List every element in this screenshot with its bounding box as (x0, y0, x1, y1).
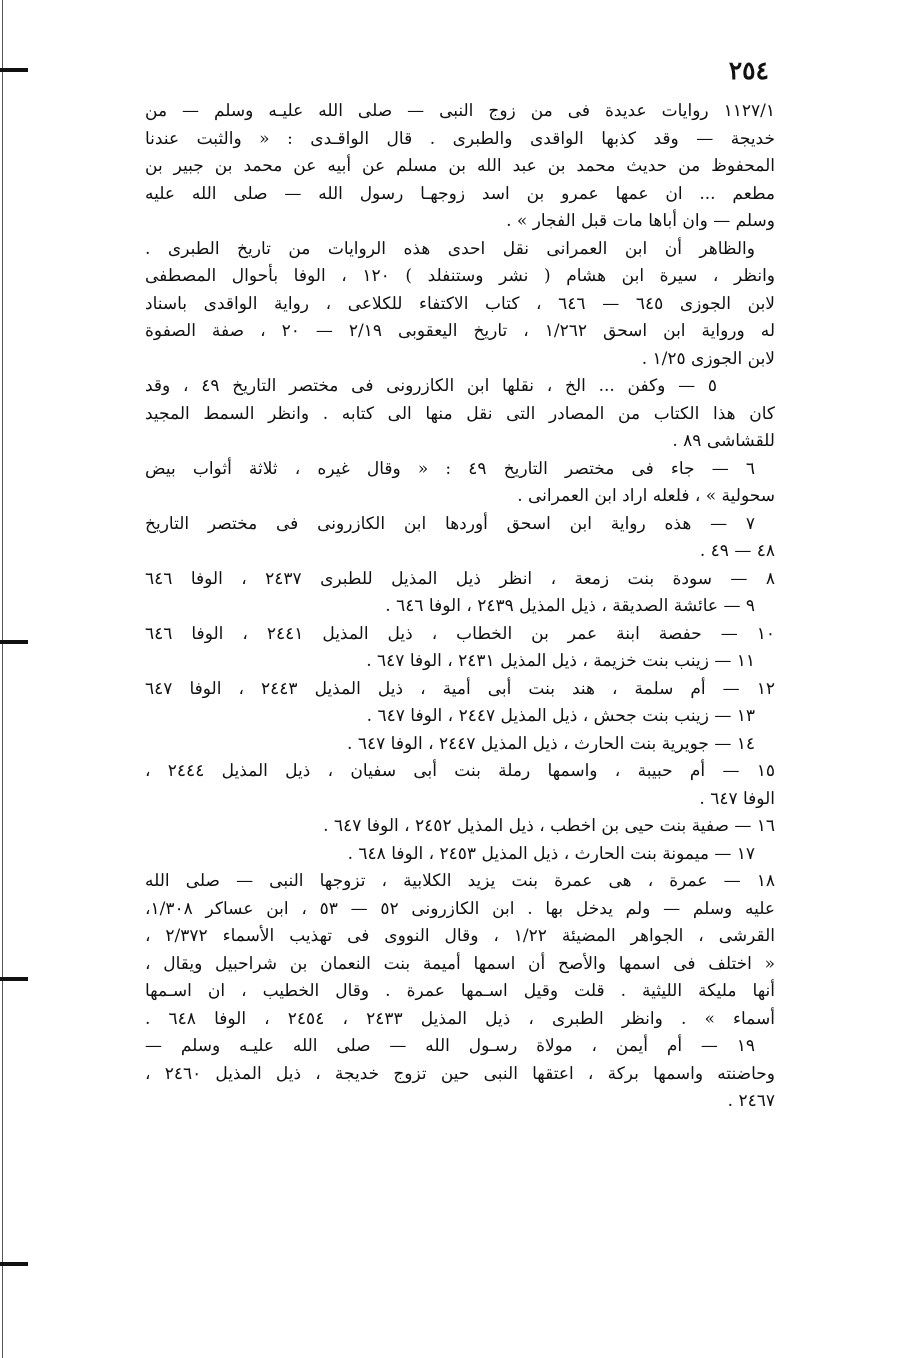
footnote-line: ٦ — جاء فى مختصر التاريخ ٤٩ : « وقال غيره ، ثلاثة أثواب بيض (145, 458, 755, 479)
footnote-line: ١٢ — أم سلمة ، هند بنت أبى أمية ، ذيل المذيل ٢٤٤٣ ، الوفا ٦٤٧ (145, 678, 775, 699)
footnote-line: ١٨ — عمرة ، هى عمرة بنت يزيد الكلابية ، تزوجها النبى — صلى الله (145, 871, 775, 891)
text-line: « اختلف فى اسمها والأصح أن اسمها أميمة بنت النعمان بن شراحبيل ويقال ، (145, 953, 775, 974)
text-line: خديجة — وقد كذبها الواقدى والطبرى . قال الواقـدى : « والثبت عندنا (145, 128, 775, 149)
edge-mark (0, 68, 28, 72)
text-line: للقشاشى ٨٩ . (672, 431, 775, 451)
edge-mark (0, 977, 28, 981)
footnote-line: ١٤ — جويرية بنت الحارث ، ذيل المذيل ٢٤٤٧ ، الوفا ٦٤٧ . (347, 733, 755, 754)
footnote-line: ١١ — زينب بنت خزيمة ، ذيل المذيل ٢٤٣١ ، الوفا ٦٤٧ . (366, 651, 755, 671)
edge-mark (0, 1262, 28, 1266)
text-line: سحولية » ، فلعله اراد ابن العمرانى . (517, 486, 775, 506)
footnote-line: ١٧ — ميمونة بنت الحارث ، ذيل المذيل ٢٤٥٣ ، الوفا ٦٤٨ . (347, 843, 755, 864)
text-line: القرشى ، الجواهر المضيئة ١/٢٢ ، وقال النووى فى تهذيب الأسماء ٢/٣٧٢ ، (145, 926, 775, 946)
footnote-line: ٨ — سودة بنت زمعة ، انظر ذيل المذيل للطبرى ٢٤٣٧ ، الوفا ٦٤٦ (145, 568, 775, 589)
text-line: لابن الجوزى ١/٢٥ . (641, 348, 775, 369)
footnote-line: ١٥ — أم حبيبة ، واسمها رملة بنت أبى سفيان ، ذيل المذيل ٢٤٤٤ ، (145, 761, 775, 781)
page-number: ٢٥٤ (728, 56, 769, 85)
edge-mark (0, 640, 28, 644)
text-line: عليه وسلم — ولم يدخل بها . ابن الكازرونى ٥٢ — ٥٣ ، ابن عساكر ١/٣٠٨، (145, 898, 775, 919)
text-line: له ورواية ابن اسحق ١/٢٦٢ ، تاريخ اليعقوبى ٢/١٩ — ٢٠ ، صفة الصفوة (145, 321, 775, 341)
text-line: مطعم ... ان عمها عمرو بن اسد زوجهـا رسول الله — صلى الله عليه (145, 183, 775, 204)
text-line: ٢٤٦٧ . (727, 1091, 775, 1111)
text-line: والظاهر أن ابن العمرانى نقل احدى هذه الروايات من تاريخ الطبرى . (145, 238, 755, 259)
footnote-line: ١٣ — زينب بنت جحش ، ذيل المذيل ٢٤٤٧ ، الوفا ٦٤٧ . (366, 706, 755, 726)
footnote-line: ١٩ — أم أيمن ، مولاة رسـول الله — صلى الله عليـه وسلم — (145, 1036, 755, 1056)
text-line: وسلم — وان أباها مات قبل الفجار » . (506, 211, 775, 231)
text-line: كان هذا الكتاب من المصادر التى نقل منها الى كتابه . وانظر السمط المجيد (145, 403, 775, 424)
notes-text-block (145, 98, 775, 1116)
text-line: وانظر ، سيرة ابن هشام ( نشر وستنفلد ) ١٢٠ ، الوفا بأحوال المصطفى (145, 266, 775, 286)
text-line: وحاضنته واسمها بركة ، اعتقها النبى حين تزوج خديجة ، ذيل المذيل ٢٤٦٠ ، (145, 1063, 775, 1084)
footnote-line: ٧ — هذه رواية ابن اسحق أوردها ابن الكازرونى فى مختصر التاريخ (145, 513, 755, 534)
footnote-line: ١٠ — حفصة ابنة عمر بن الخطاب ، ذيل المذيل ٢٤٤١ ، الوفا ٦٤٦ (145, 623, 775, 644)
text-line: الوفا ٦٤٧ . (699, 788, 775, 809)
text-line: أنها مليكة الليثية . قلت وقيل اسـمها عمرة . وقال الخطيب ، ان اسـمها (145, 981, 775, 1001)
text-line: ٤٨ — ٤٩ . (699, 541, 775, 561)
text-line: أسماء » . وانظر الطبرى ، ذيل المذيل ٢٤٣٣ ، ٢٤٥٤ ، الوفا ٦٤٨ . (145, 1008, 775, 1029)
footnote-line: ٩ — عائشة الصديقة ، ذيل المذيل ٢٤٣٩ ، الوفا ٦٤٦ . (385, 596, 755, 616)
footnote-line: ١٦ — صفية بنت حيى بن اخطب ، ذيل المذيل ٢٤٥٢ ، الوفا ٦٤٧ . (323, 816, 775, 836)
footnote-line: ٥ — وكفن ... الخ ، نقلها ابن الكازرونى فى مختصر التاريخ ٤٩ ، وقد (145, 376, 717, 396)
page-edge-rule (2, 0, 3, 1358)
text-line: لابن الجوزى ٦٤٥ — ٦٤٦ ، كتاب الاكتفاء للكلاعى ، رواية الواقدى باسناد (145, 293, 775, 314)
text-line: المحفوظ من حديث محمد بن عبد الله بن مسلم عن أبيه عن محمد بن جبير بن (145, 156, 775, 176)
text-line: ١١٢٧/١ روايات عديدة فى من زوج النبى — صلى الله عليـه وسلم — من (145, 101, 775, 121)
